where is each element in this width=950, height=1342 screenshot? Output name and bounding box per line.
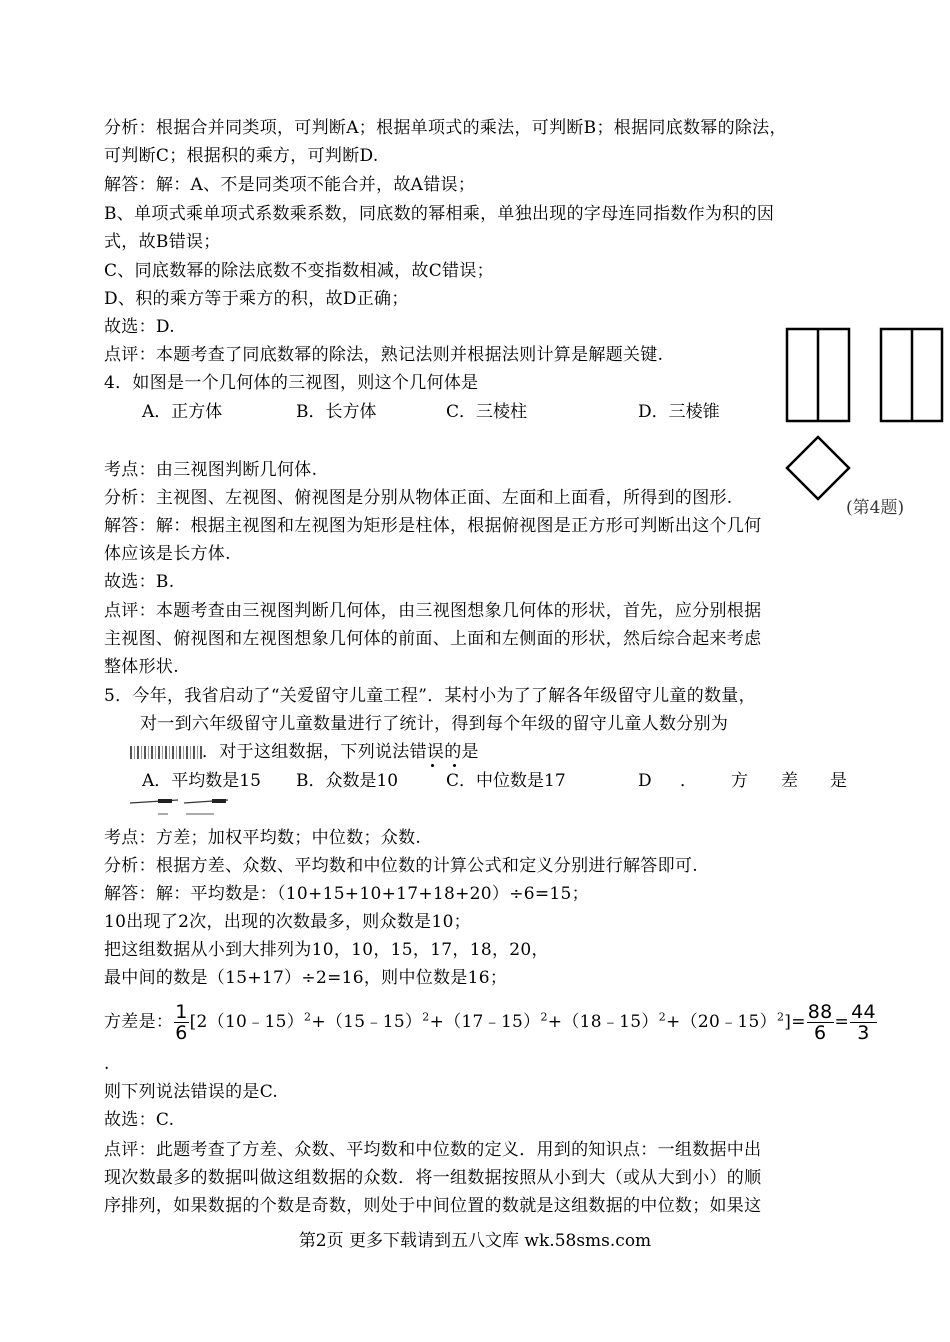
fraction-one-sixth [174, 1002, 188, 1043]
formula-term: [2（10﹣15） [189, 1012, 305, 1032]
text-line: 10出现了2次，出现的次数最多，则众数是10； [104, 912, 471, 932]
text-line: 整体形状. [104, 657, 179, 677]
text-line: 故选：C. [104, 1110, 175, 1130]
text-line: 点评：本题考查由三视图判断几何体，由三视图想象几何体的形状，首先，应分别根据 [104, 601, 762, 621]
exponent: 2 [776, 1010, 785, 1024]
q4-option-b: B．长方体 [296, 402, 377, 422]
text-line: 解答：解：A、不是同类项不能合并，故A错误； [104, 175, 476, 195]
text-line: 解答：解：平均数是：（10+15+10+17+18+20）÷6=15； [104, 884, 589, 904]
text-line: 点评：此题考查了方差、众数、平均数和中位数的定义．用到的知识点：一组数据中出 [104, 1140, 762, 1160]
formula-term: +（18﹣15） [547, 1012, 659, 1032]
question-4-stem: 4．如图是一个几何体的三视图，则这个几何体是 [104, 373, 479, 393]
formula-term: +（15﹣15） [311, 1012, 423, 1032]
text-line: 可判断C；根据积的乘方，可判断D. [104, 146, 379, 166]
q5-option-d-word: 差 [781, 771, 798, 791]
variance-formula [104, 1000, 878, 1044]
formula-term: +（17﹣15） [429, 1012, 541, 1032]
formula-term: +（20﹣15） [666, 1012, 777, 1032]
option-d-formula-image [128, 796, 234, 818]
fraction-numerator: 1 [175, 1001, 188, 1023]
q5-option-d-dot: ． [680, 771, 697, 791]
text-line: C、同底数幂的除法底数不变指数相减，故C错误； [104, 261, 494, 281]
data-image-placeholder [130, 746, 202, 759]
text-line: 现次数最多的数据叫做这组数据的众数．将一组数据按照从小到大（或从大到小）的顺 [104, 1168, 762, 1188]
question-5-text: ．对于这组数据，下列说法错误的是 [202, 742, 479, 762]
exponent: 2 [540, 1010, 548, 1024]
emphasis-dot [431, 764, 434, 767]
text-line: 分析：根据方差、众数、平均数和中位数的计算公式和定义分别进行解答即可. [104, 856, 698, 876]
text-line: 考点：由三视图判断几何体. [104, 460, 318, 480]
q5-option-a: A．平均数是15 [142, 771, 261, 791]
q5-option-b: B．众数是10 [296, 771, 399, 791]
formula-term: ]= [784, 1012, 806, 1032]
figure-caption: (第4题) [846, 498, 905, 518]
fraction-denominator: 6 [813, 1022, 827, 1044]
formula-term: = [834, 1012, 850, 1032]
fraction-44-3 [850, 1002, 877, 1043]
text-line: 故选：D. [104, 317, 175, 337]
fraction-88-6 [807, 1002, 834, 1043]
q5-option-d-word: 是 [830, 771, 847, 791]
exponent: 2 [658, 1010, 667, 1024]
q5-option-c: C．中位数是17 [446, 771, 566, 791]
text-line: D、积的乘方等于乘方的积，故D正确； [104, 289, 409, 309]
text-line: 式，故B错误； [104, 232, 221, 252]
exponent: 2 [304, 1010, 312, 1024]
q4-option-d: D．三棱锥 [638, 402, 720, 422]
text-line: 分析：主视图、左视图、俯视图是分别从物体正面、左面和上面看，所得到的图形. [104, 488, 733, 508]
text-line: 故选：B. [104, 572, 175, 592]
page-footer: 第2页 更多下载请到五八文库 wk.58sms.com [298, 1231, 652, 1251]
text-line: 分析：根据合并同类项，可判断A；根据单项式的乘法，可判断B；根据同底数幂的除法， [104, 118, 787, 138]
text-line: 最中间的数是（15+17）÷2=16，则中位数是16； [104, 968, 508, 988]
text-line: 则下列说法错误的是C. [104, 1082, 279, 1102]
question-5-stem: 5．今年，我省启动了“关爱留守儿童工程”．某村小为了了解各年级留守儿童的数量， [104, 686, 756, 706]
top-view-square [787, 437, 849, 499]
text-line: 考点：方差；加权平均数；中位数；众数. [104, 828, 422, 848]
text-line: 把这组数据从小到大排列为10，10，15，17，18，20， [104, 940, 549, 960]
text-line: 解答：解：根据主视图和左视图为矩形是柱体，根据俯视图是正方形可判断出这个几何 [104, 516, 762, 536]
fraction-numerator: 44 [851, 1001, 876, 1023]
q4-option-c: C．三棱柱 [446, 402, 528, 422]
text-line: . [104, 1054, 110, 1074]
fraction-denominator: 3 [857, 1022, 870, 1044]
text-line: 点评：本题考查了同底数幂的除法，熟记法则并根据法则计算是解题关键. [104, 345, 664, 365]
three-view-figure [780, 320, 950, 510]
fraction-numerator: 88 [807, 1001, 833, 1023]
text-line: 体应该是长方体. [104, 544, 231, 564]
fraction-denominator: 6 [175, 1022, 188, 1044]
text-line: 主视图、俯视图和左视图想象几何体的前面、上面和左侧面的形状，然后综合起来考虑 [104, 629, 762, 649]
text-line: 序排列，如果数据的个数是奇数，则处于中间位置的数就是这组数据的中位数；如果这 [104, 1196, 762, 1216]
exponent: 2 [422, 1010, 430, 1024]
formula-label: 方差是： [104, 1012, 174, 1032]
q4-option-a: A．正方体 [142, 402, 223, 422]
q5-option-d-letter: D [638, 771, 652, 791]
question-5-stem [130, 740, 479, 764]
emphasis-dot [453, 764, 456, 767]
q5-option-d-word: 方 [731, 771, 748, 791]
question-5-stem: 对一到六年级留守儿童数量进行了统计，得到每个年级的留守儿童人数分别为 [140, 714, 729, 734]
text-line: B、单项式乘单项式系数乘系数，同底数的幂相乘，单独出现的字母连同指数作为积的因 [104, 204, 775, 224]
